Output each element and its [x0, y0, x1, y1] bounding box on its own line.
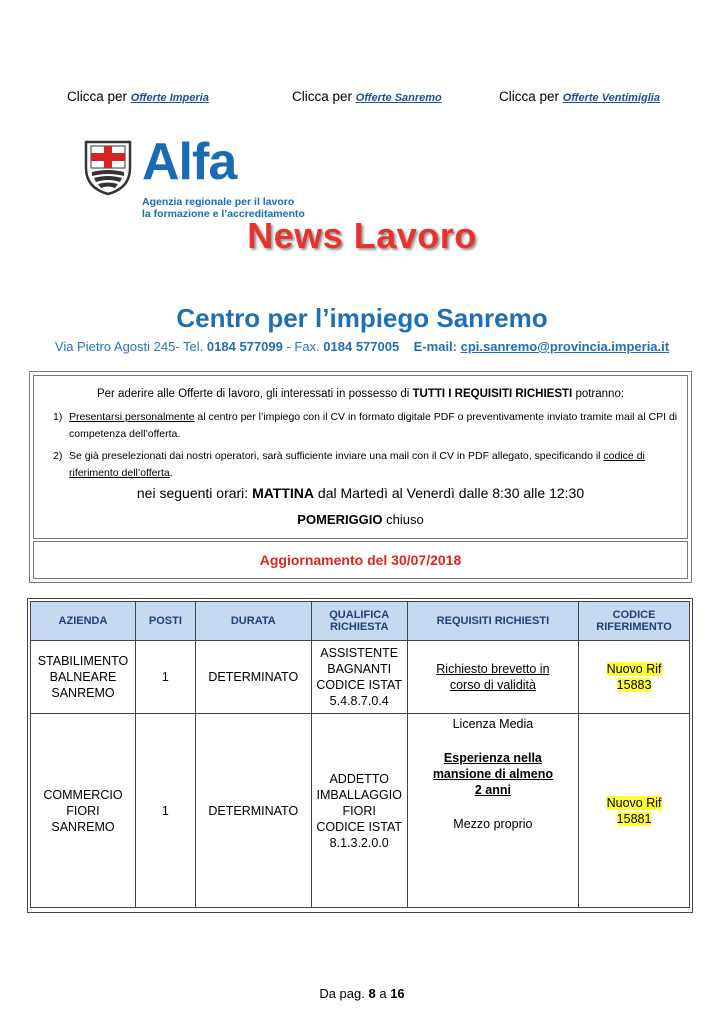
item-text: [69, 448, 681, 482]
requisiti-line: Mezzo proprio: [453, 817, 533, 831]
qualifica-line: CODICE ISTAT: [316, 819, 403, 834]
item2-underline: codice di riferimento dell’offerta: [69, 450, 645, 479]
durata-cell: DETERMINATO: [195, 714, 311, 908]
address-text: Via Pietro Agosti 245- Tel.: [54, 339, 207, 354]
requisiti-cell: [407, 714, 578, 908]
requisiti-bold-line: Esperienza nella: [443, 751, 542, 765]
link-prefix: Clicca per: [67, 89, 131, 104]
intro-bold: TUTTI I REQUISITI RICHIESTI: [412, 388, 573, 400]
offerte-sanremo-link[interactable]: Offerte Sanremo: [355, 92, 442, 104]
link-prefix: Clicca per: [292, 89, 356, 104]
qualifica-line: FIORI: [342, 803, 376, 818]
email-link[interactable]: cpi.sanremo@provincia.imperia.it: [460, 339, 670, 354]
centro-address: [0, 339, 724, 354]
item-text: [69, 409, 681, 443]
orari-prefix: nei seguenti orari:: [136, 485, 253, 501]
footer-prefix: Da pag.: [319, 986, 369, 1001]
footer-mid: a: [375, 986, 391, 1001]
top-link-sanremo: [292, 89, 442, 104]
offerte-imperia-link[interactable]: Offerte Imperia: [130, 92, 209, 104]
item1-underline: Presentarsi personalmente: [69, 411, 195, 423]
intro-suffix: potranno:: [572, 388, 625, 400]
codice-number: 15883: [616, 678, 652, 692]
codice-number: 15881: [616, 811, 652, 826]
instructions-intro: [34, 388, 687, 400]
pom-rest: chiuso: [382, 512, 424, 527]
alfa-logo-text: Alfa: [142, 133, 237, 191]
azienda-line: SANREMO: [51, 686, 115, 700]
liguria-shield-icon: [82, 138, 134, 196]
col-azienda: AZIENDA: [31, 602, 136, 641]
azienda-cell: [31, 714, 136, 908]
item2-end: .: [169, 467, 173, 479]
qualifica-line: CODICE ISTAT: [316, 678, 403, 692]
requisiti-line: corso di validità: [449, 678, 536, 692]
offerte-ventimiglia-link[interactable]: Offerte Ventimiglia: [562, 92, 660, 104]
codice-label: Nuovo Rif: [606, 662, 662, 676]
qualifica-cell: [311, 641, 407, 714]
job-offers-table: [30, 601, 690, 908]
orari-line: [34, 485, 687, 501]
posti-cell: 1: [135, 641, 195, 714]
top-link-ventimiglia: [499, 89, 660, 104]
qualifica-cell: [311, 714, 407, 908]
requisiti-bold-line: 2 anni: [474, 783, 511, 797]
orari-rest: dal Martedì al Venerdì dalle 8:30 alle 12:30: [314, 485, 585, 501]
item-number: 1): [53, 411, 63, 423]
instructions-panel: [33, 375, 688, 539]
codice-label: Nuovo Rif: [606, 795, 662, 810]
page-footer: [0, 986, 724, 1001]
col-qualifica: QUALIFICA RICHIESTA: [311, 602, 407, 641]
requisiti-bold-line: mansione di almeno: [432, 767, 553, 781]
centro-title: Centro per l’impiego Sanremo: [176, 303, 548, 333]
tel-number: 0184 577099: [206, 339, 283, 354]
update-date: Aggiornamento del 30/07/2018: [259, 552, 462, 568]
azienda-line: COMMERCIO: [43, 787, 123, 802]
instruction-item-1: [53, 409, 683, 443]
link-prefix: Clicca per: [499, 89, 563, 104]
news-lavoro-headline: News Lavoro: [247, 215, 477, 256]
col-durata: DURATA: [195, 602, 311, 641]
codice-cell: [579, 714, 690, 908]
azienda-line: BALNEARE: [49, 670, 117, 684]
logo-subtitle-line2: la formazione e l’accreditamento: [142, 208, 305, 220]
footer-total: 16: [390, 986, 405, 1001]
qualifica-line: BAGNANTI: [327, 662, 392, 676]
azienda-cell: [31, 641, 136, 714]
col-codice: CODICE RIFERIMENTO: [579, 602, 690, 641]
qualifica-line: IMBALLAGGIO: [316, 787, 402, 802]
info-box: [29, 371, 692, 583]
qualifica-line: 8.1.3.2.0.0: [329, 835, 389, 850]
table-row: [31, 641, 690, 714]
pomeriggio-line: [34, 512, 687, 527]
requisiti-line: Richiesto brevetto in: [436, 662, 550, 676]
item1-rest: al centro per l’impiego con il CV in formato digitale PDF o preventivamente inviato tramite mail al CPI di competenza dell’offerta.: [69, 411, 678, 440]
azienda-line: STABILIMENTO: [37, 654, 129, 668]
item-number: 2): [53, 450, 63, 462]
intro-text: Per aderire alle Offerte di lavoro, gli interessati in possesso di: [96, 388, 413, 400]
azienda-line: FIORI: [66, 803, 100, 818]
codice-cell: [579, 641, 690, 714]
durata-cell: DETERMINATO: [195, 641, 311, 714]
instruction-item-2: [53, 448, 683, 482]
col-posti: POSTI: [135, 602, 195, 641]
item2-text: Se già preselezionati dai nostri operatori, sarà sufficiente inviare una mail con il CV in PDF allegato, specificando il: [69, 450, 604, 462]
fax-number: 0184 577005: [323, 339, 400, 354]
footer-page: 8: [368, 986, 376, 1001]
update-panel: [33, 541, 688, 579]
qualifica-line: ASSISTENTE: [320, 646, 399, 660]
qualifica-line: ADDETTO: [329, 771, 389, 786]
azienda-line: SANREMO: [51, 819, 115, 834]
fax-prefix: - Fax.: [282, 339, 324, 354]
top-link-imperia: [67, 89, 209, 104]
requisiti-line: Licenza Media: [452, 717, 534, 731]
email-label: E-mail:: [413, 339, 461, 354]
logo-subtitle-line1: Agenzia regionale per il lavoro: [142, 196, 295, 208]
qualifica-line: 5.4.8.7.0.4: [329, 694, 389, 708]
posti-cell: 1: [135, 714, 195, 908]
orari-bold: MATTINA: [252, 485, 315, 501]
table-header-row: [31, 602, 690, 641]
col-requisiti: REQUISITI RICHIESTI: [407, 602, 578, 641]
requisiti-cell: [407, 641, 578, 714]
pom-bold: POMERIGGIO: [297, 512, 383, 527]
table-row: [31, 714, 690, 908]
